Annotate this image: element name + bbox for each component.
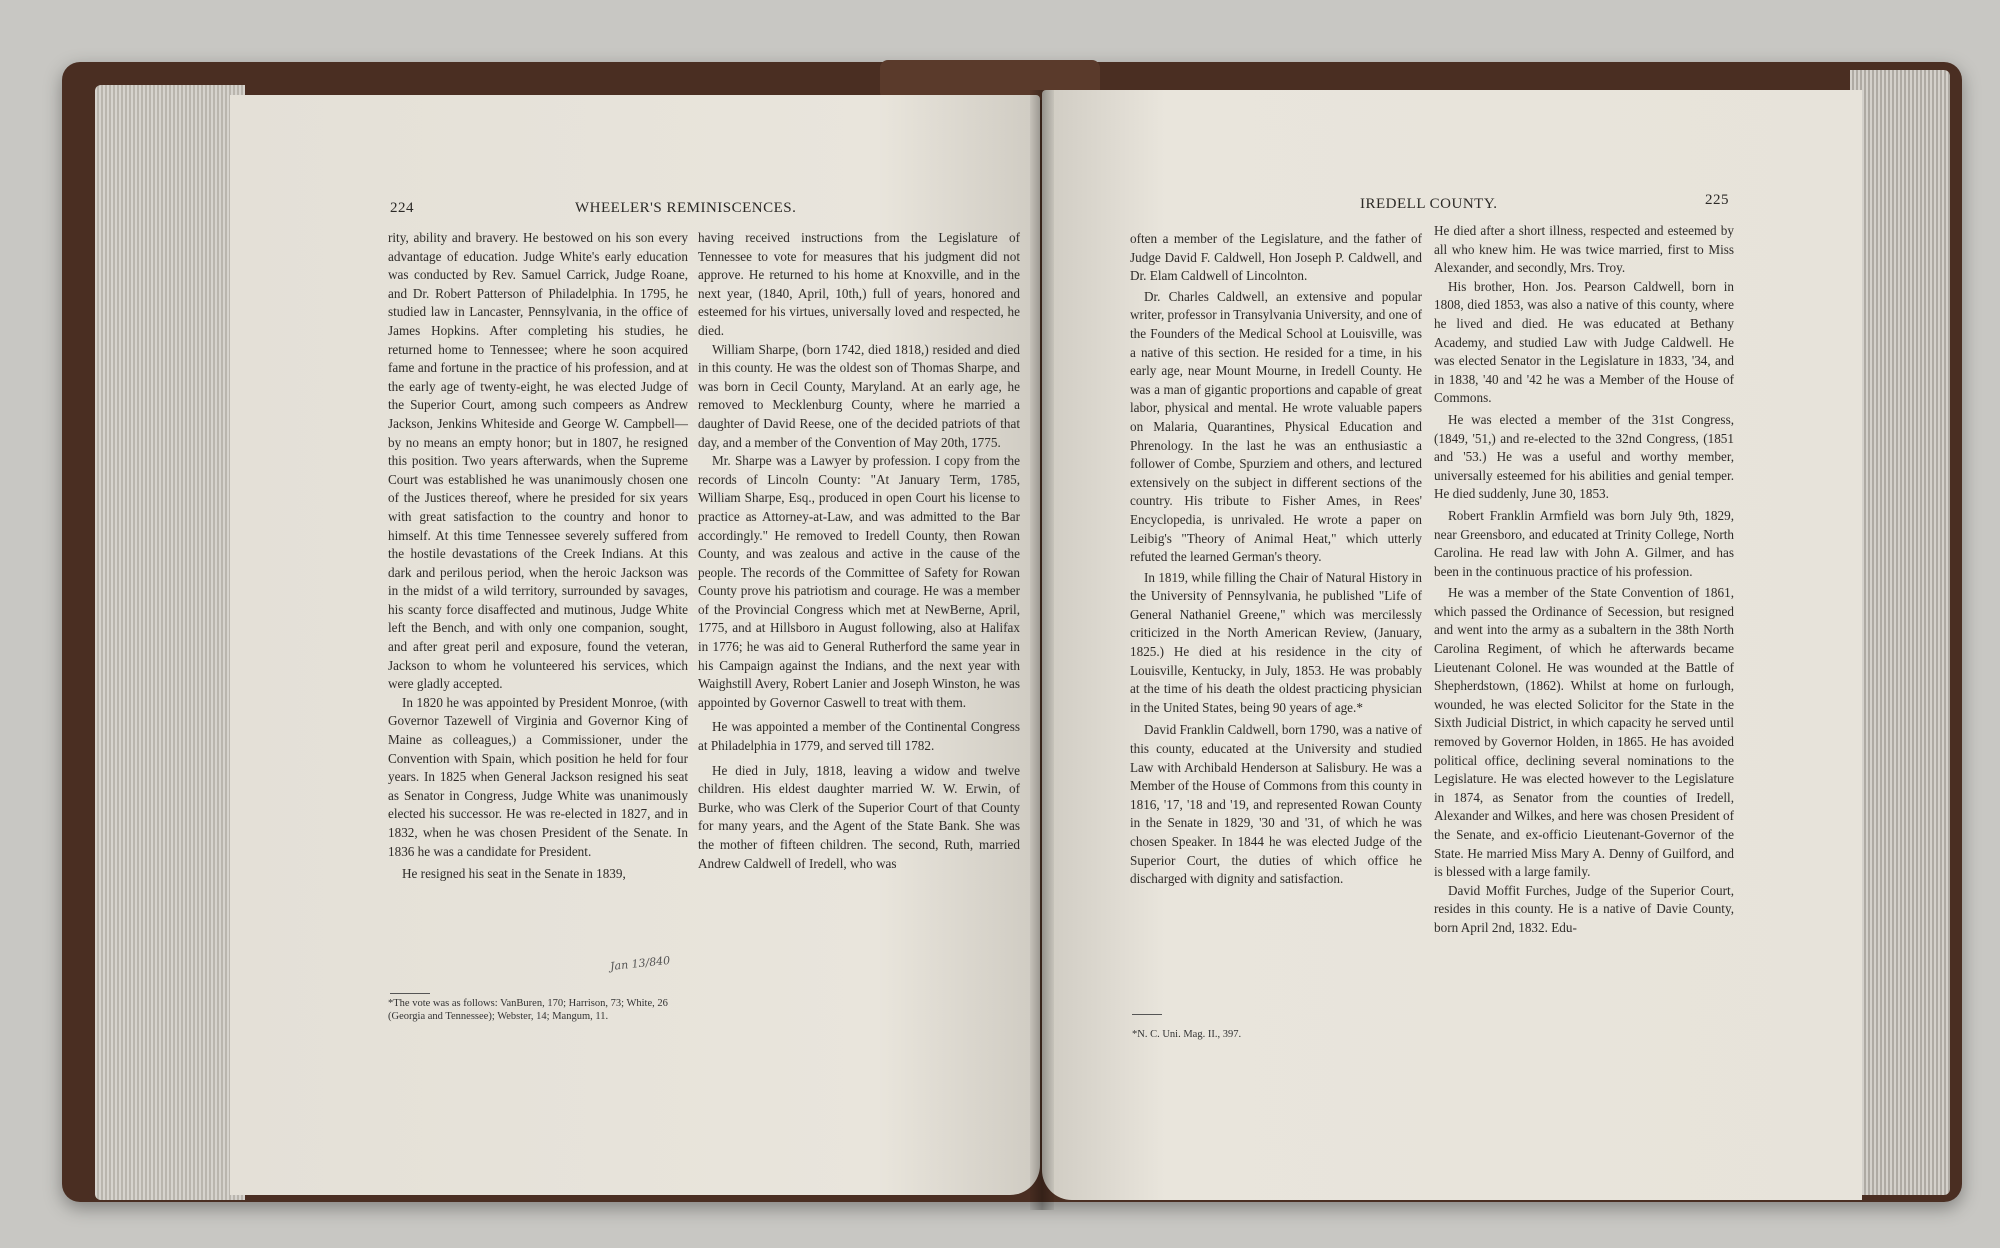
left-running-head: WHEELER'S REMINISCENCES.: [575, 200, 797, 216]
paragraph: Mr. Sharpe was a Lawyer by profession. I copy from the records of Lincoln County: "At January Term, 1785, William Sharpe, Esq., produced in open Court his license to practice as Attorney-at-Law, and was admitted to the Bar accordingly." He removed to Iredell County, then Rowan County, and was zealous and active in the cause of the people. The records of the Committee of Safety for Rowan County prove his patriotism and courage. He was a member of the Provincial Congress which met at NewBerne, April, 1775, and at Hillsboro in August following, also at Halifax in 1776; he was aid to General Rutherford the same year in his Campaign against the Indians, and the next year with Waighstill Avery, Robert Lanier and Joseph Winston, he was appointed by Governor Caswell to treat with them.: [698, 453, 1020, 710]
left-page-number: 224: [390, 200, 414, 216]
right-running-head: IREDELL COUNTY.: [1360, 196, 1498, 212]
paragraph: In 1819, while filling the Chair of Natural History in the University of Pennsylvania, he published "Life of General Nathaniel Greene," which was mercilessly criticized in the North American Review, (January, 1825.) He died at his residence in the city of Louisville, Kentucky, in July, 1853. He was probably at the time of his death the oldest practicing physician in the United States, being 90 years of age.*: [1130, 569, 1422, 715]
right-page-number: 225: [1705, 192, 1729, 208]
footnote-rule: [1132, 1014, 1162, 1015]
left-column-2: [698, 229, 1020, 873]
paragraph: He was appointed a member of the Continental Congress at Philadelphia in 1779, and served till 1782.: [698, 719, 1020, 754]
paragraph: having received instructions from the Legislature of Tennessee to vote for measures that his judgment did not approve. He returned to his home at Knoxville, and in the next year, (1840, April, 10th,) full of years, honored and esteemed for his virtues, universally loved and respected, he died.: [698, 230, 1020, 338]
left-column-1: [388, 229, 688, 884]
paragraph: In 1820 he was appointed by President Monroe, (with Governor Tazewell of Virginia and Governor King of Maine as colleagues,) a Commissioner, under the Convention with Spain, which position he held for four years. In 1825 when General Jackson resigned his seat as Senator in Congress, Judge White was unanimously elected his successor. He was re-elected in 1827, and in 1832, when he was chosen President of the Senate. In 1836 he was a candidate for President.: [388, 694, 688, 859]
handwritten-note: Jan 13/840: [609, 953, 671, 974]
paragraph: David Moffit Furches, Judge of the Superior Court, resides in this county. He is a native of Davie County, born April 2nd, 1832. Edu-: [1434, 882, 1734, 935]
paragraph: rity, ability and bravery. He bestowed on his son every advantage of education. Judge White's early education was conducted by Rev. Samuel Carrick, Judge Roane, and Dr. Robert Patterson of Philadelphia. In 1795, he studied law in Lancaster, Pennsylvania, in the office of James Hopkins. After completing his studies, he returned home to Tennessee; where he soon acquired fame and fortune in the practice of his profession, and at the early age of twenty-eight, he was elected Judge of the Superior Court, among such compeers as Andrew Jackson, Jenkins Whiteside and George W. Campbell—by no means an empty honor; but in 1807, he resigned this position. Two years afterwards, when the Supreme Court was established he was unanimously chosen one of the Justices thereof, where he presided for six years with great satisfaction to the country and honor to himself. At this time Tennessee severely suffered from the hostile devastations of the Creek Indians. At this dark and perilous period, when the heroic Jackson was in the midst of a wild territory, surrounded by savages, his scanty force disaffected and mutinous, Judge White left the Bench, and with only one companion, sought, and after great peril and exposure, found the veteran, Jackson to whom he volunteered his services, which were gladly accepted.: [388, 230, 688, 692]
left-page: [230, 95, 1040, 1195]
footnote-rule: [390, 993, 430, 994]
paragraph: His brother, Hon. Jos. Pearson Caldwell, born in 1808, died 1853, was also a native of this county, where he lived and died. He was educated at Bethany Academy, and studied Law with Judge Caldwell. He was elected Senator in the Legislature in 1833, '34, and in 1838, '40 and '42 he was a Member of the House of Commons.: [1434, 278, 1734, 406]
book-gutter: [1030, 90, 1054, 1210]
right-page: [1042, 90, 1862, 1200]
right-page-edges: [1850, 70, 1950, 1195]
paragraph: He was elected a member of the 31st Congress, (1849, '51,) and re-elected to the 32nd Congress, (1851 and '53.) He was a useful and worthy member, universally esteemed for his abilities and genial temper. He died suddenly, June 30, 1853.: [1434, 411, 1734, 502]
paragraph: William Sharpe, (born 1742, died 1818,) resided and died in this county. He was the oldest son of Thomas Sharpe, and was born in Cecil County, Maryland. At an early age, he removed to Mecklenburg County, where he married a daughter of David Reese, one of the decided patriots of that day, and a member of the Convention of May 20th, 1775.: [698, 341, 1020, 450]
paragraph: He resigned his seat in the Senate in 1839,: [402, 866, 626, 882]
paragraph: Robert Franklin Armfield was born July 9th, 1829, near Greensboro, and educated at Trinity College, North Carolina. He read law with John A. Gilmer, and has been in the continuous practice of his profession.: [1434, 507, 1734, 579]
paragraph: He died after a short illness, respected and esteemed by all who knew him. He was twice married, first to Miss Alexander, and secondly, Mrs. Troy.: [1434, 223, 1734, 276]
left-footnote: *The vote was as follows: VanBuren, 170; Harrison, 73; White, 26 (Georgia and Tennessee); Webster, 14; Mangum, 11.: [388, 998, 668, 1022]
right-column-1: [1130, 230, 1422, 889]
paragraph: He died in July, 1818, leaving a widow and twelve children. His eldest daughter married W. W. Erwin, of Burke, who was Clerk of the Superior Court of that County for many years, and the Agent of the State Bank. She was the mother of fifteen children. The second, Ruth, married Andrew Caldwell of Iredell, who was: [698, 762, 1020, 871]
paragraph: David Franklin Caldwell, born 1790, was a native of this county, educated at the University and studied Law with Archibald Henderson at Salisbury. He was a Member of the House of Commons from this county in 1816, '17, '18 and '19, and represented Rowan County in the Senate in 1829, '30 and '31, of which he was chosen Speaker. In 1844 he was elected Judge of the Superior Court, the duties of which office he discharged with dignity and satisfaction.: [1130, 722, 1422, 887]
right-footnote: *N. C. Uni. Mag. II., 397.: [1132, 1029, 1242, 1040]
paragraph: He was a member of the State Convention of 1861, which passed the Ordinance of Secession, but resigned and went into the army as a subaltern in the 38th North Carolina Regiment, of which he afterwards became Lieutenant Colonel. He was wounded at the Battle of Shepherdstown, (1862). Whilst at home on furlough, wounded, he was elected Solicitor for the State in the Sixth Judicial District, in which capacity he served until removed by Governor Holden, in 1865. He has avoided political office, declining several nominations to the Legislature. He was elected however to the Legislature in 1874, as Senator from the counties of Iredell, Alexander and Wilkes, and here was chosen President of the Senate, and ex-officio Lieutenant-Governor of the State. He married Miss Mary A. Denny of Guilford, and is blessed with a large family.: [1434, 585, 1734, 880]
left-page-edges: [95, 85, 245, 1200]
right-column-2: [1434, 222, 1734, 938]
paragraph: Dr. Charles Caldwell, an extensive and popular writer, professor in Transylvania University, and one of the Founders of the Medical School at Louisville, was a native of this section. He resided for a time, in his early age, near Mount Mourne, in Iredell County. He was a man of gigantic proportions and capable of great labor, physical and mental. He wrote valuable papers on Malaria, Quarantines, Physical Education and Phrenology. In the last he was an enthusiastic a follower of Combe, Spurziem and others, and lectured extensively on the subject in different sections of the country. His tribute to Fisher Ames, in Rees' Encyclopedia, is unrivaled. He wrote a paper on Leibig's "Theory of Animal Heat," which utterly refuted the learned German's theory.: [1130, 288, 1422, 565]
paragraph: often a member of the Legislature, and the father of Judge David F. Caldwell, Hon Joseph P. Caldwell, and Dr. Elam Caldwell of Lincolnton.: [1130, 231, 1422, 284]
